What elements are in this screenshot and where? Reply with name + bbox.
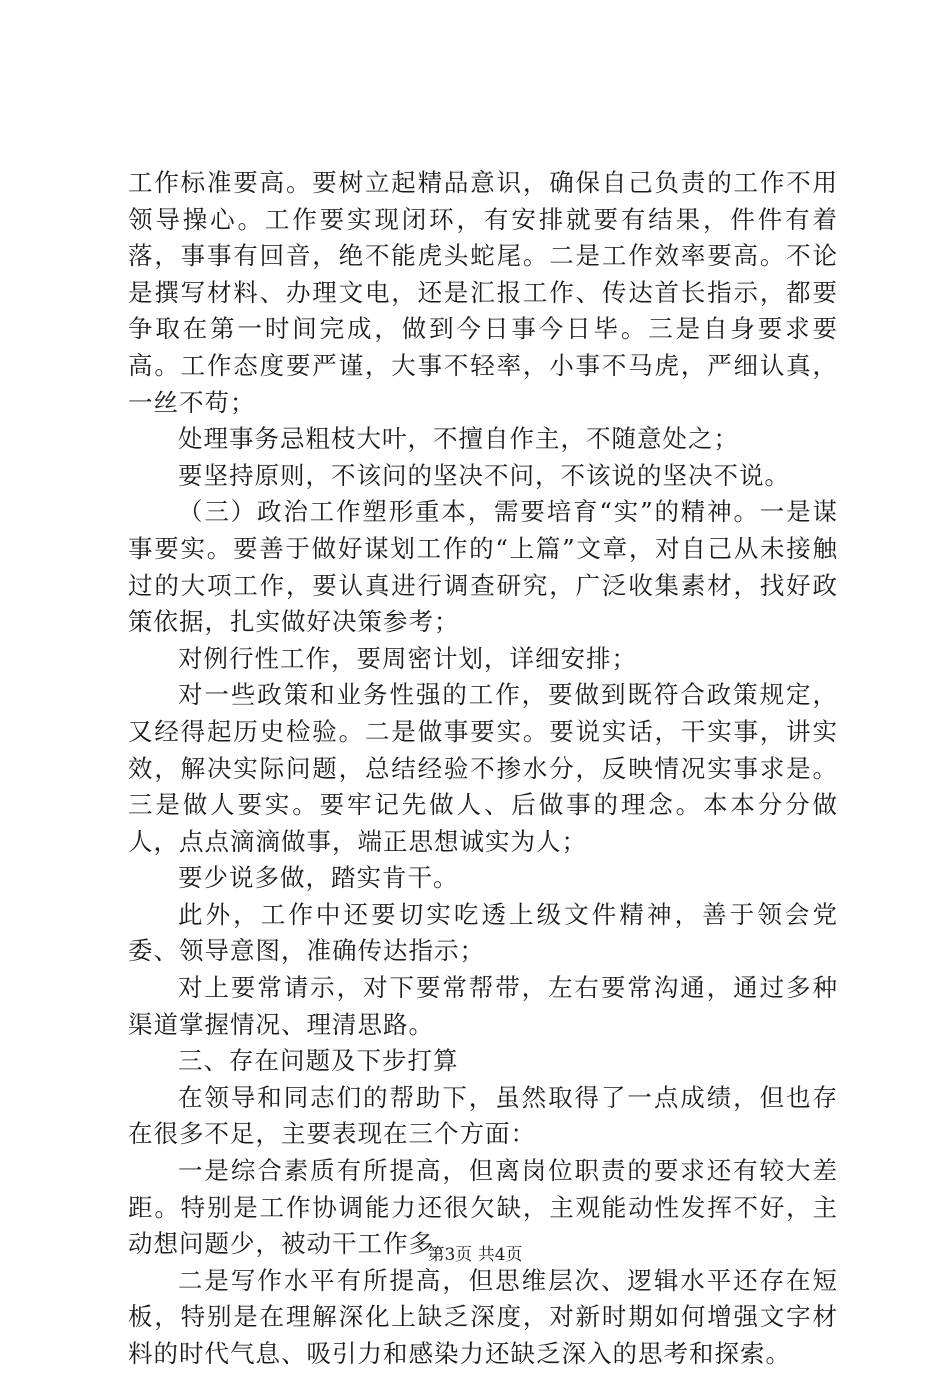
- paragraph-3: 要坚持原则，不该问的坚决不问，不该说的坚决不说。: [178, 460, 790, 490]
- paragraph-8: 此外，工作中还要切实吃透上级文件精神，善于领会党委、领导意图，准确传达指示；: [128, 899, 838, 966]
- paragraph-2: 处理事务忌粗枝大叶，不擅自作主，不随意处之；: [178, 424, 739, 454]
- section-heading: 三、存在问题及下步打算: [178, 1046, 459, 1076]
- paragraph-4: （三）政治工作塑形重本，需要培育“实”的精神。一是谋事要实。要善于做好谋划工作的“上篇”文章，对自己从未接触过的大项工作，要认真进行调查研究，广泛收集素材，找好政策依据，扎实做好决策参考；: [128, 497, 838, 637]
- paragraph-7: 要少说多做，踏实肯干。: [178, 863, 459, 893]
- document-body: [128, 165, 838, 1373]
- paragraph-1: 工作标准要高。要树立起精品意识，确保自己负责的工作不用领导操心。工作要实现闭环，有安排就要有结果，件件有着落，事事有回音，绝不能虎头蛇尾。二是工作效率要高。不论是撰写材料、办理文电，还是汇报工作、传达首长指示，都要争取在第一时间完成，做到今日事今日毕。三是自身要求要高。工作态度要严谨，大事不轻率，小事不马虎，严细认真，一丝不苟；: [128, 168, 838, 417]
- paragraph-6: 对一些政策和业务性强的工作，要做到既符合政策规定，又经得起历史检验。二是做事要实。要说实话，干实事，讲实效，解决实际问题，总结经验不掺水分，反映情况实事求是。三是做人要实。要牢记先做人、后做事的理念。本本分分做人，点点滴滴做事，端正思想诚实为人；: [128, 680, 838, 856]
- paragraph-13: 二是写作水平有所提高，但思维层次、逻辑水平还存在短板，特别是在理解深化上缺乏深度，对新时期如何增强文字材料的时代气息、吸引力和感染力还缺乏深入的思考和探索。: [128, 1265, 838, 1368]
- paragraph-5: 对例行性工作，要周密计划，详细安排；: [178, 643, 637, 673]
- paragraph-12: 一是综合素质有所提高，但离岗位职责的要求还有较大差距。特别是工作协调能力还很欠缺，主观能动性发挥不好，主动想问题少，被动干工作多。: [128, 1156, 838, 1259]
- paragraph-9: 对上要常请示，对下要常帮带，左右要常沟通，通过多种渠道掌握情况、理清思路。: [128, 973, 838, 1039]
- paragraph-11: 在领导和同志们的帮助下，虽然取得了一点成绩，但也存在很多不足，主要表现在三个方面：: [128, 1082, 838, 1149]
- page-number-footer: 第3页 共4页: [427, 1245, 523, 1265]
